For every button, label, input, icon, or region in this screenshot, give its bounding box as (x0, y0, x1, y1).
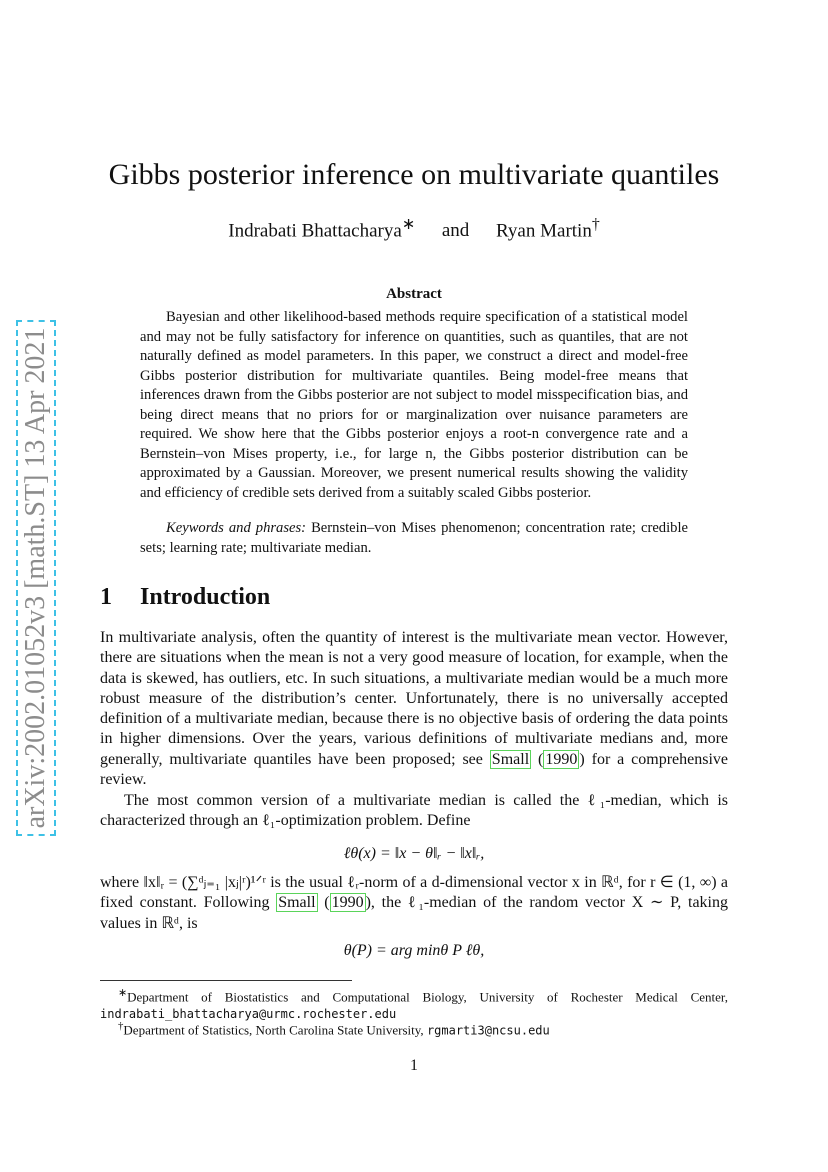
citation-year-link[interactable]: 1990 (331, 894, 364, 912)
paragraph-text: for a comprehensive review. (100, 750, 729, 789)
arxiv-identifier: arXiv:2002.01052v3 [math.ST] 13 Apr 2021 (20, 327, 51, 829)
footnote-mark: † (118, 1020, 124, 1032)
footnote-mark: ∗ (118, 987, 128, 999)
section-number: 1 (100, 584, 112, 610)
arxiv-side-stamp[interactable] (16, 320, 56, 836)
author-footnote-mark[interactable]: † (591, 216, 600, 233)
abstract-text: Bayesian and other likelihood-based methods require specification of a statistical model and may not be fully satisfactory for inference on quantities, such as quantiles, that are not naturally defined as model parameters. In this paper, we construct a direct and model-free Gibbs posterior distribution for multivariate quantiles. Being model-free means that inferences drawn from the Gibbs posterior are not subject to model misspecification bias, and being direct means that no priors for or marginalization over nuisance parameters are required. We show here that the Gibbs posterior enjoys a root-n convergence rate and a Bernstein–von Mises property, i.e., for large n, the Gibbs posterior distribution can be approximated by a Gaussian. Moreover, we present numerical results showing the validity and efficiency of credible sets derived from a suitably scaled Gibbs posterior. (140, 309, 688, 501)
paragraph-text: In multivariate analysis, often the quantity of interest is the multivariate mean vector. However, there are situations when the mean is not a very good measure of location, for example, when the data is skewed, has outliers, etc. In such situations, a multivariate median would be a much more robust measure of the distribution’s center. Unfortunately, there is no universally accepted definition of a multivariate median, because there is no objective basis of ordering the data points in higher dimensions. Over the years, various definitions of multivariate medians and, more generally, multivariate quantiles have been proposed; see (100, 629, 728, 768)
paper-title: Gibbs posterior inference on multivariate quantiles (108, 158, 720, 191)
keywords-list: Bernstein–von Mises phenomenon; concentration rate; credible sets; learning rate; multivariate median. (140, 520, 688, 556)
footnote-text: Department of Statistics, North Carolina State University, (123, 1022, 424, 1038)
author-name: Indrabati Bhattacharya (228, 220, 402, 242)
email-link[interactable]: rgmarti3@ncsu.edu (426, 1023, 550, 1038)
footnote-text: Department of Biostatistics and Computational Biology, University of Rochester Medical Center, (127, 989, 728, 1005)
abstract-heading: Abstract (386, 286, 442, 302)
author-line (0, 214, 828, 242)
section-heading (100, 584, 270, 611)
author-footnote-mark[interactable]: ∗ (401, 216, 416, 233)
intro-paragraph-3: where ‖x‖ᵣ = (∑ᵈⱼ₌₁ |xⱼ|ʳ)¹ᐟʳ is the usual ℓᵣ-norm of a d-dimensional vector x in ℝᵈ, for r ∈ (1, ∞) a fixed constant. Following Small ( 1990 ), the ℓ₁-median of the random vector X ∼ P, taking values in ℝᵈ, is (100, 874, 729, 932)
intro-paragraph-1: In multivariate analysis, often the quantity of interest is the multivariate mean vector. However, there are situations when the mean is not a very good measure of location, for example, when the data is skewed, has outliers, etc. In such situations, a multivariate median would be a much more robust measure of the distribution’s center. Unfortunately, there is no universally accepted definition of a multivariate median, because there is no objective basis of ordering the data points in higher dimensions. Over the years, various definitions of multivariate medians and, more generally, multivariate quantiles have been proposed; see Small ( 1990 ) for a comprehensive review. (100, 629, 729, 789)
author-conjunction: and (441, 220, 470, 242)
footnote-divider (100, 980, 352, 981)
paragraph-text: where ‖x‖ᵣ = (∑ᵈⱼ₌₁ |xⱼ|ʳ)¹ᐟʳ is the usual ℓᵣ-norm of a d-dimensional vector x in ℝᵈ, for r ∈ (1, ∞) a fixed constant. Following (100, 874, 728, 912)
section-title: Introduction (140, 584, 271, 610)
paragraph-text: , the ℓ₁-median of the random vector X ∼ P, taking values in ℝᵈ, is (100, 894, 729, 932)
citation-year-link[interactable]: 1990 (545, 750, 578, 768)
keywords (140, 519, 688, 558)
email-link[interactable]: indrabati_bhattacharya@urmc.rochester.edu (100, 1007, 397, 1022)
citation-link[interactable]: Small (278, 894, 316, 912)
citation-link[interactable]: Small (491, 750, 530, 768)
author-name: Ryan Martin (496, 220, 592, 242)
footnote-2 (100, 1018, 728, 1039)
equation-median: θ(P) = arg minθ P ℓθ, (343, 942, 485, 959)
equation-loss: ℓθ(x) = ‖x − θ‖ᵣ − ‖x‖ᵣ, (343, 845, 485, 862)
page-number: 1 (410, 1057, 418, 1074)
intro-paragraph-2: The most common version of a multivariate median is called the ℓ₁-median, which is characterized through an ℓ₁-optimization problem. Define (100, 792, 728, 830)
keywords-label: Keywords and phrases: (166, 520, 307, 536)
